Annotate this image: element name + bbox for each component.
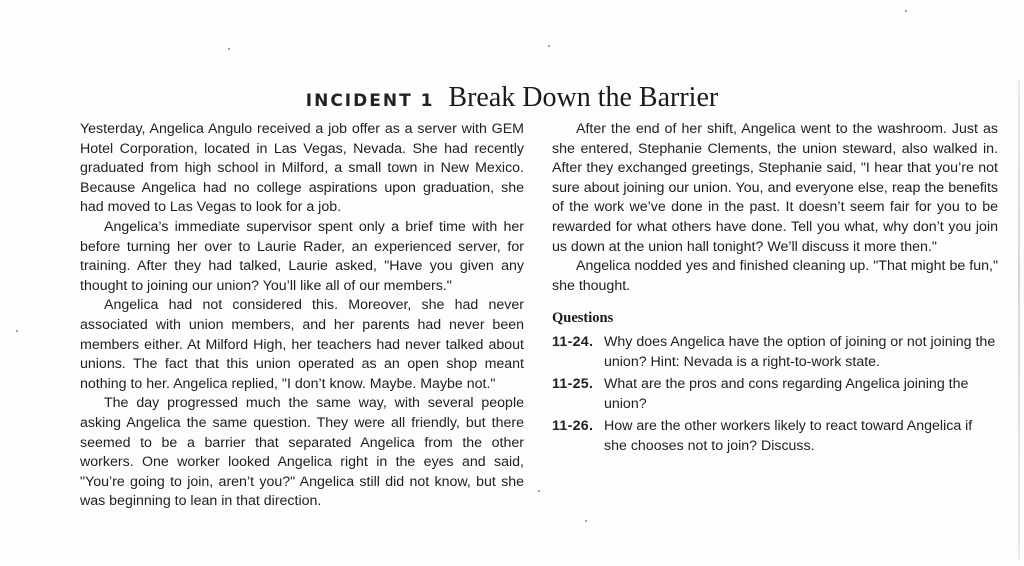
paragraph: Yesterday, Angelica Angulo received a job offer as a server with GEM Hotel Corporation, located in Las Vegas, Nevada. She had recently graduated from high school in Milford, a small town in New Mexico. Because Angelica had no college aspirations upon graduation, she had moved to Las Vegas to look for a job. bbox=[80, 121, 524, 216]
left-column bbox=[80, 120, 524, 512]
question-text: What are the pros and cons regarding Angelica joining the union? bbox=[604, 376, 969, 412]
question-item bbox=[552, 333, 998, 372]
question-number: 11-25. bbox=[552, 376, 594, 393]
scan-speck bbox=[548, 45, 550, 47]
scan-speck bbox=[16, 330, 18, 332]
paragraph: Angelica nodded yes and finished cleaning up. "That might be fun," she thought. bbox=[552, 258, 998, 294]
question-text: Why does Angelica have the option of joining or not joining the union? Hint: Nevada is a right-to-work state. bbox=[604, 333, 996, 370]
paragraph: The day progressed much the same way, with several people asking Angelica the same question. They were all friendly, but there seemed to be a barrier that separated Angelica from the other workers. One worker looked Angelica right in the eyes and said, "You’re going to join, aren’t you?" Angelica still did not know, but she was beginning to lean in that direction. bbox=[80, 395, 524, 510]
incident-label: INCIDENT 1 bbox=[305, 91, 435, 111]
paragraph: After the end of her shift, Angelica went to the washroom. Just as she entered, Stephanie Clements, the union steward, also walked in. After they exchanged greetings, Stephanie said, "I hear that you’re not sure about joining our union. You, and everyone else, reap the benefits of the work we’ve done in the past. It doesn’t seem fair for you to be rewarded for what others have done. Tell you what, why don’t you join us down at the union hall tonight? We’ll discuss it more then." bbox=[552, 121, 998, 255]
question-number: 11-24. bbox=[552, 333, 594, 350]
scan-speck bbox=[585, 520, 587, 522]
question-item bbox=[552, 417, 998, 456]
page-binding-edge bbox=[1018, 80, 1020, 560]
right-column bbox=[552, 120, 998, 460]
question-number: 11-26. bbox=[552, 418, 594, 435]
question-item bbox=[552, 375, 998, 414]
scan-speck bbox=[905, 10, 907, 12]
paragraph: Angelica had not considered this. Moreover, she had never associated with union members, and her parents had never been members either. At Milford High, her teachers had never talked about unions. The fact that this union operated as an open shop meant nothing to her. Angelica replied, "I don’t know. Maybe. Maybe not." bbox=[80, 297, 524, 392]
question-text: How are the other workers likely to react toward Angelica if she chooses not to join? Discuss. bbox=[604, 418, 973, 454]
incident-header bbox=[0, 82, 1024, 114]
paragraph: Angelica’s immediate supervisor spent only a brief time with her before turning her over to Laurie Rader, an experienced server, for training. After they had talked, Laurie asked, "Have you given any thought to joining our union? You’ll like all of our members." bbox=[80, 218, 524, 294]
scan-speck bbox=[538, 490, 540, 492]
questions-heading: Questions bbox=[552, 310, 614, 327]
scan-speck bbox=[228, 48, 230, 50]
incident-title: Break Down the Barrier bbox=[448, 82, 719, 113]
